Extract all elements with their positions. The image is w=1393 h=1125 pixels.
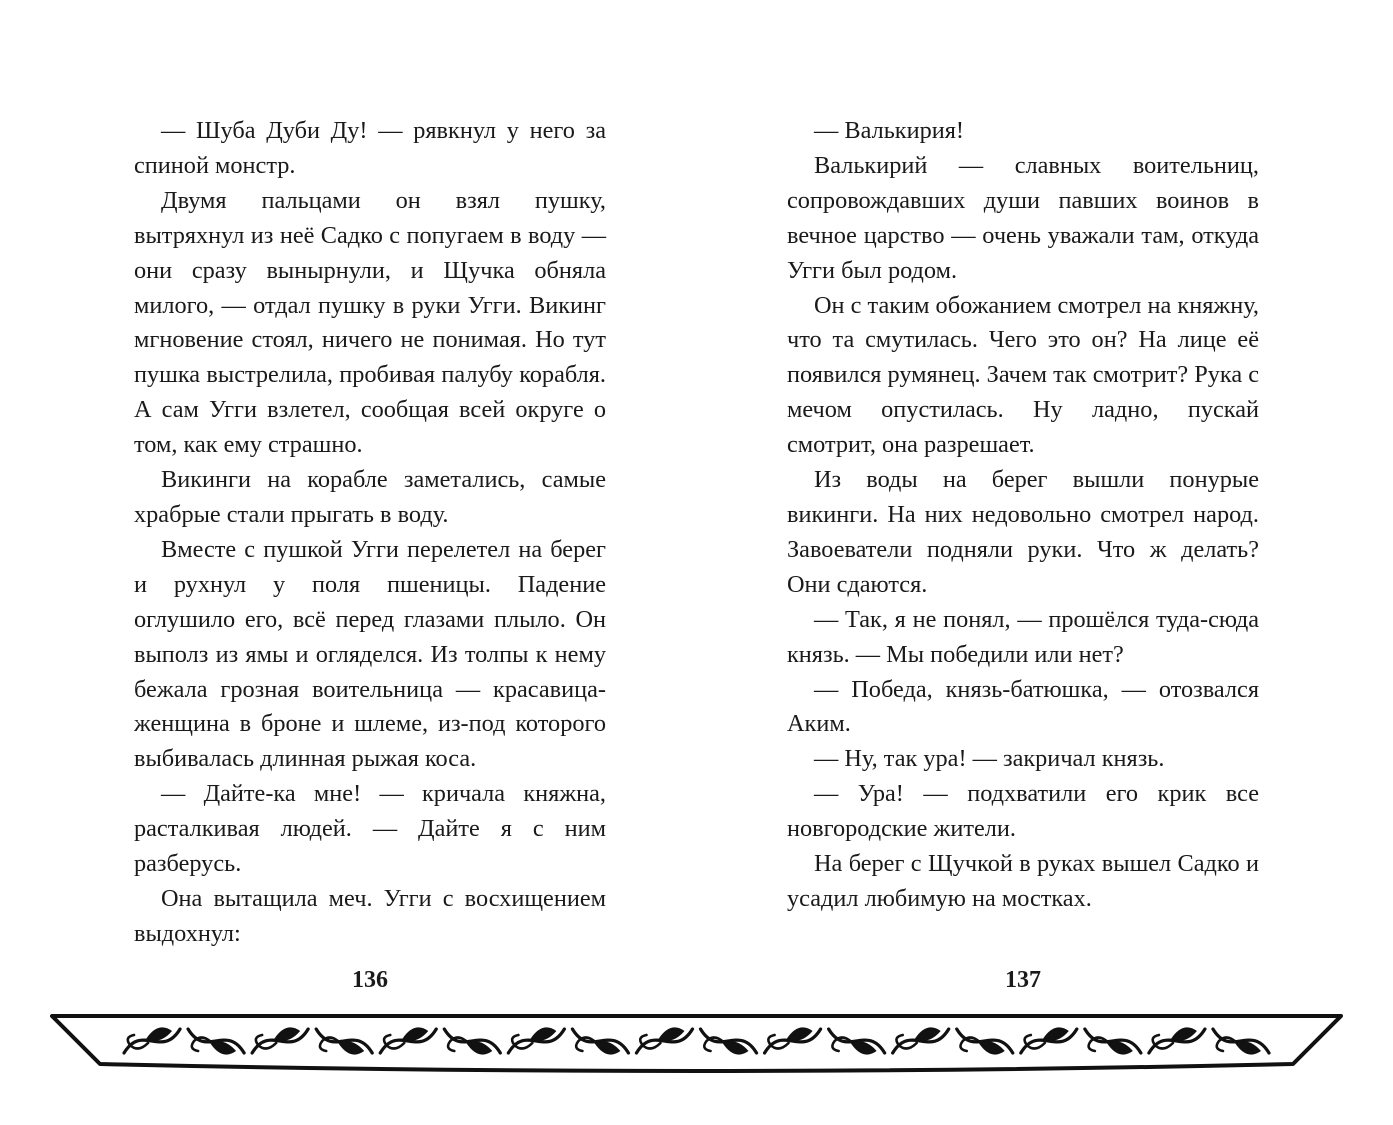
vine-curl	[576, 1037, 596, 1051]
paragraph: Она вытащила меч. Угги с восхищением выдохнул:	[134, 884, 606, 947]
paragraph: — Ура! — подхватили его крик все новгородские жители.	[787, 780, 1259, 843]
paragraph: Валькирий — славных воительниц, сопровождавших души павших воинов в вечное царство — очень уважали там, откуда Угги был родом.	[787, 151, 1259, 284]
paragraph: — Так, я не понял, — прошёлся туда-сюда князь. — Мы победили или нет?	[787, 605, 1259, 668]
paragraph: — Шуба Дуби Ду! — рявкнул у него за спиной монстр.	[134, 117, 606, 179]
vine-curl	[192, 1037, 212, 1051]
ornament-frame	[52, 1016, 1341, 1071]
paragraph: Вместе с пушкой Угги перелетел на берег и рухнул у поля пшеницы. Падение оглушило его, всё перед глазами плыло. Он выполз из ямы и огляделся. Из толпы к нему бежала грозная воительница — красавица-женщина в броне и шлеме, из-под которого выбивалась длинная рыжая коса.	[134, 535, 606, 773]
paragraph: — Победа, князь-батюшка, — отозвался Аким.	[787, 675, 1259, 738]
paragraph: — Валькирия!	[814, 117, 965, 144]
vine-curl	[961, 1037, 981, 1051]
paragraph: — Ну, так ура! — закричал князь.	[814, 745, 1165, 773]
vine-curl	[320, 1037, 340, 1051]
paragraph: Из воды на берег вышли понурые викинги. На них недовольно смотрел народ. Завоеватели подняли руки. Что ж делать? Они сдаются.	[787, 466, 1259, 598]
vine-curl	[832, 1037, 852, 1051]
vine-curl	[1089, 1037, 1109, 1051]
vine-curl	[448, 1037, 468, 1051]
vine-curl	[704, 1037, 724, 1051]
vine-leaf-border-ornament-icon	[50, 1008, 1343, 1076]
left-page-text	[134, 114, 606, 952]
page-number-right: 137	[1005, 967, 1041, 993]
right-page-text	[787, 114, 1259, 917]
paragraph: Викинги на корабле заметались, самые храбрые стали прыгать в воду.	[134, 466, 606, 528]
paragraph: Двумя пальцами он взял пушку, вытряхнул из неё Садко с попугаем в воду — они сразу вынырнули, и Щучка обняла милого, — отдал пушку в руки Угги. Викинг мгновение стоял, ничего не понимая. Но тут пушка выстрелила, пробивая палубу корабля. А сам Угги взлетел, сообщая всей округе о том, как ему страшно.	[134, 186, 606, 459]
page-number-left: 136	[352, 967, 388, 993]
paragraph: Он с таким обожанием смотрел на княжну, что та смутилась. Чего это он? На лице её появился румянец. Зачем так смотрит? Рука с мечом опустилась. Ну ладно, пускай смотрит, она разрешает.	[787, 291, 1259, 459]
paragraph: — Дайте-ка мне! — кричала княжна, расталкивая людей. — Дайте я с ним разберусь.	[134, 780, 606, 878]
paragraph: На берег с Щучкой в руках вышел Садко и усадил любимую на мостках.	[787, 850, 1259, 912]
vine-curl	[1217, 1037, 1237, 1051]
